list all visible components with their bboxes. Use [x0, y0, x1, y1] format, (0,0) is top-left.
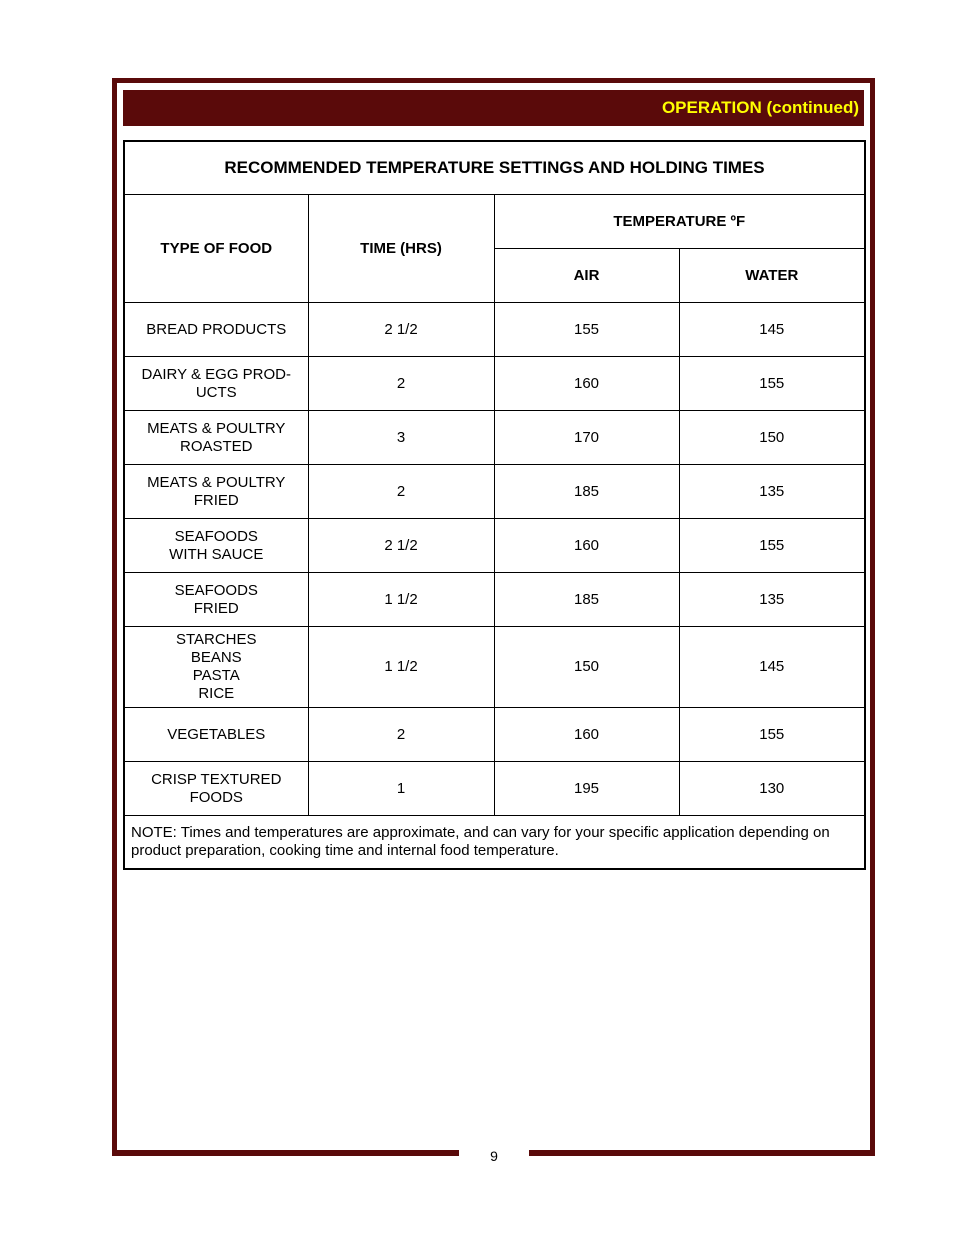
header-type-of-food: TYPE OF FOOD [124, 195, 308, 303]
air-temp-cell: 160 [494, 519, 679, 573]
food-cell: BREAD PRODUCTS [124, 303, 308, 357]
water-temp-cell: 155 [679, 708, 865, 762]
time-cell: 2 1/2 [308, 303, 494, 357]
time-cell: 1 [308, 762, 494, 816]
air-temp-cell: 185 [494, 573, 679, 627]
table-row [124, 465, 865, 519]
header-air: AIR [494, 249, 679, 303]
air-temp-cell: 150 [494, 627, 679, 708]
food-cell: DAIRY & EGG PROD- UCTS [124, 357, 308, 411]
header-water: WATER [679, 249, 865, 303]
page-frame-right [870, 78, 875, 1156]
water-temp-cell: 145 [679, 303, 865, 357]
table-row [124, 627, 865, 708]
table-row [124, 519, 865, 573]
food-cell: SEAFOODS WITH SAUCE [124, 519, 308, 573]
water-temp-cell: 130 [679, 762, 865, 816]
table-row [124, 708, 865, 762]
time-cell: 2 [308, 708, 494, 762]
food-cell: SEAFOODS FRIED [124, 573, 308, 627]
page-number: 9 [490, 1148, 498, 1164]
air-temp-cell: 160 [494, 357, 679, 411]
air-temp-cell: 185 [494, 465, 679, 519]
time-cell: 2 [308, 357, 494, 411]
food-cell: STARCHES BEANS PASTA RICE [124, 627, 308, 708]
table-row [124, 411, 865, 465]
header-time: TIME (HRS) [308, 195, 494, 303]
section-header-bar [123, 90, 864, 126]
page-frame-bottom-right [529, 1150, 875, 1156]
air-temp-cell: 195 [494, 762, 679, 816]
food-cell: MEATS & POULTRY ROASTED [124, 411, 308, 465]
time-cell: 1 1/2 [308, 627, 494, 708]
food-cell: MEATS & POULTRY FRIED [124, 465, 308, 519]
water-temp-cell: 150 [679, 411, 865, 465]
time-cell: 1 1/2 [308, 573, 494, 627]
table-title: RECOMMENDED TEMPERATURE SETTINGS AND HOLDING TIMES [124, 141, 865, 195]
food-cell: VEGETABLES [124, 708, 308, 762]
time-cell: 3 [308, 411, 494, 465]
table-row [124, 762, 865, 816]
table-row [124, 303, 865, 357]
table-note: NOTE: Times and temperatures are approximate, and can vary for your specific application depending on product preparation, cooking time and internal food temperature. [124, 816, 865, 870]
air-temp-cell: 160 [494, 708, 679, 762]
header-temperature: TEMPERATURE ºF [494, 195, 865, 249]
water-temp-cell: 155 [679, 357, 865, 411]
time-cell: 2 [308, 465, 494, 519]
page-frame-left [112, 78, 117, 1156]
food-cell: CRISP TEXTURED FOODS [124, 762, 308, 816]
temperature-table [123, 140, 866, 870]
water-temp-cell: 135 [679, 573, 865, 627]
water-temp-cell: 155 [679, 519, 865, 573]
time-cell: 2 1/2 [308, 519, 494, 573]
section-title: OPERATION (continued) [661, 98, 859, 117]
air-temp-cell: 170 [494, 411, 679, 465]
air-temp-cell: 155 [494, 303, 679, 357]
page-frame-bottom-left [112, 1150, 459, 1156]
water-temp-cell: 145 [679, 627, 865, 708]
table-row [124, 573, 865, 627]
table-row [124, 357, 865, 411]
page-frame-top [112, 78, 875, 83]
water-temp-cell: 135 [679, 465, 865, 519]
